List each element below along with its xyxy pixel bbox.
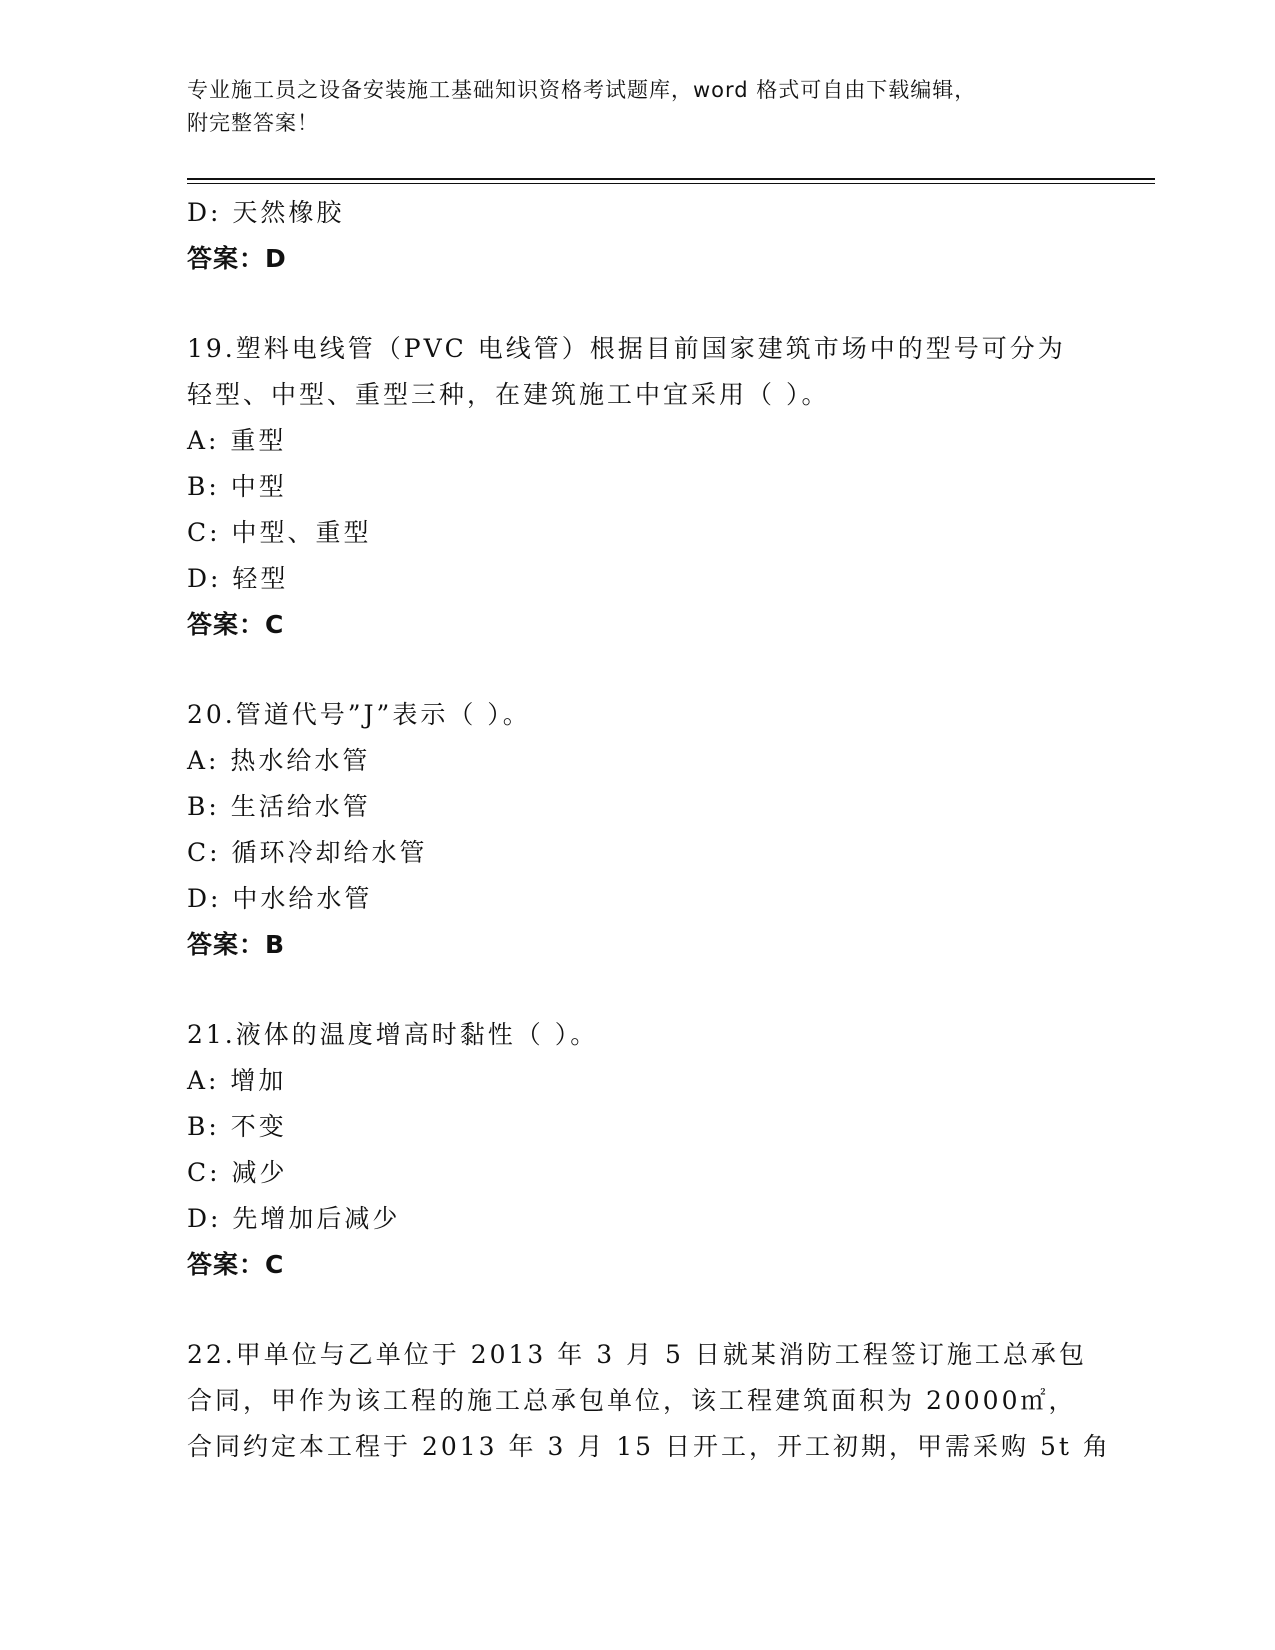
question-text: 22.甲单位与乙单位于 2013 年 3 月 5 日就某消防工程签订施工总承包 xyxy=(187,1340,1087,1369)
answer: 答案：D xyxy=(187,244,287,273)
header-line-1: 专业施工员之设备安装施工基础知识资格考试题库，word 格式可自由下载编辑， xyxy=(187,78,977,102)
header-divider-thick xyxy=(187,178,1155,180)
question-text: 20.管道代号”J”表示（ ）。 xyxy=(187,700,531,729)
question-21 xyxy=(187,1012,1147,1288)
option-c: C: 循环冷却给水管 xyxy=(187,838,428,867)
question-text: 合同约定本工程于 2013 年 3 月 15 日开工，开工初期，甲需采购 5t 角 xyxy=(187,1432,1111,1461)
question-text: 合同，甲作为该工程的施工总承包单位，该工程建筑面积为 20000㎡， xyxy=(187,1386,1077,1415)
answer: 答案：C xyxy=(187,1250,285,1279)
question-20 xyxy=(187,692,1147,968)
option-d: D: 先增加后减少 xyxy=(187,1204,401,1233)
option-c: C: 减少 xyxy=(187,1158,288,1187)
document-header xyxy=(187,74,1087,140)
header-divider-thin xyxy=(187,183,1155,184)
spacer xyxy=(187,648,1147,692)
question-18-tail xyxy=(187,190,1147,282)
option-a: A: 重型 xyxy=(187,426,287,455)
answer: 答案：B xyxy=(187,930,286,959)
question-text: 轻型、中型、重型三种，在建筑施工中宜采用（ ）。 xyxy=(187,380,830,409)
option-a: A: 热水给水管 xyxy=(187,746,371,775)
spacer xyxy=(187,282,1147,326)
answer: 答案：C xyxy=(187,610,285,639)
question-text: 21.液体的温度增高时黏性（ ）。 xyxy=(187,1020,599,1049)
option-a: A: 增加 xyxy=(187,1066,287,1095)
question-19 xyxy=(187,326,1147,648)
option-b: B: 生活给水管 xyxy=(187,792,371,821)
spacer xyxy=(187,968,1147,1012)
question-list xyxy=(187,190,1147,1470)
option-d: D: 天然橡胶 xyxy=(187,198,345,227)
header-line-2: 附完整答案！ xyxy=(187,111,319,135)
option-b: B: 不变 xyxy=(187,1112,287,1141)
option-d: D: 中水给水管 xyxy=(187,884,373,913)
option-d: D: 轻型 xyxy=(187,564,289,593)
option-c: C: 中型、重型 xyxy=(187,518,372,547)
question-22 xyxy=(187,1332,1147,1470)
option-b: B: 中型 xyxy=(187,472,287,501)
question-text: 19.塑料电线管（PVC 电线管）根据目前国家建筑市场中的型号可分为 xyxy=(187,334,1066,363)
spacer xyxy=(187,1288,1147,1332)
